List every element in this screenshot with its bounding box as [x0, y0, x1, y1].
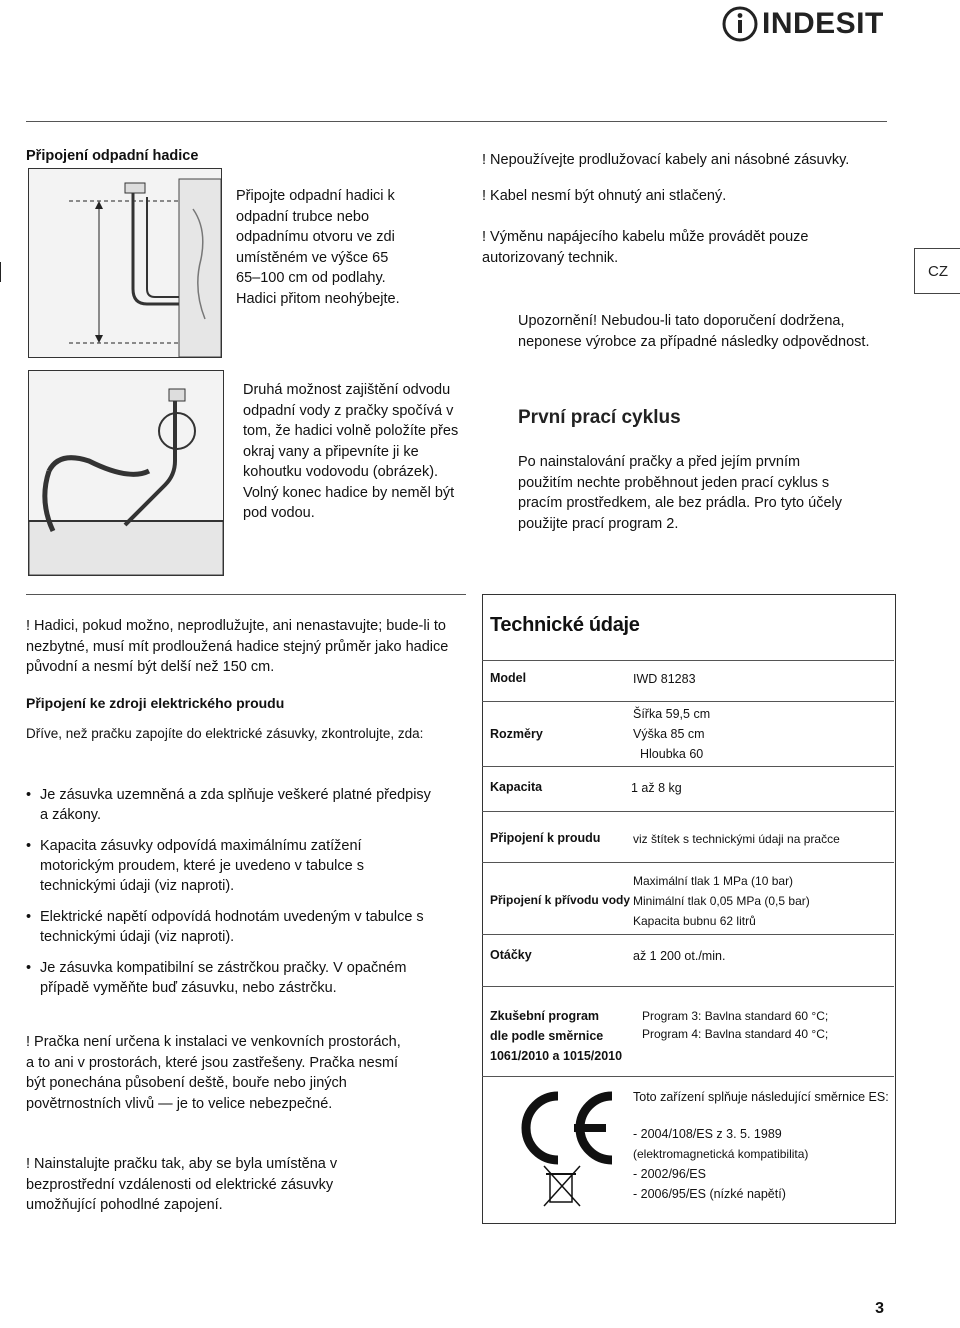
model-label: Model [490, 671, 527, 685]
spin-value: až 1 200 ot./min. [633, 949, 726, 963]
table-divider [482, 811, 894, 812]
table-divider [482, 934, 894, 935]
bathtub-instructions: Druhá možnost zajištění odvodu odpadní vody z pračky spočívá v tom, že hadici volně položíte přes okraj vany a připevníte ji ke kohoutku vodovodu (obrázek). Volný konec hadice by neměl být pod vodou. [243, 382, 459, 521]
max-pressure-value: Maximální tlak 1 MPa (10 bar) [633, 874, 794, 888]
margin-mark [0, 262, 1, 282]
list-item: • Kapacita zásuvky odpovídá maximálnímu zatížení motorickým proudem, které je uvedeno v tabulce s technickými údaji (viz naproti). [26, 836, 436, 896]
bathtub-hose-figure [28, 370, 224, 576]
table-divider [482, 862, 894, 863]
test-program-label: 1061/2010 a 1015/2010 [490, 1049, 623, 1063]
drain-hose-instructions: Připojte odpadní hadici k odpadní trubce nebo odpadnímu otvoru ve zdi umístěném ve výšce 65 65–100 cm od podlahy. Hadici přitom neohýbejte. [236, 188, 400, 307]
installation-note: ! Nainstalujte pračku tak, aby se byla umístěna v bezprostřední vzdálenosti od elektrické zásuvky umožňující pohodlné zapojení. [26, 1156, 338, 1213]
test-program-label: dle podle směrnice [490, 1029, 604, 1043]
capacity-label: Kapacita [490, 780, 543, 794]
drain-hose-figure [28, 168, 222, 358]
power-checklist [26, 785, 436, 1009]
test-program-value: Program 4: Bavlna standard 40 °C; [642, 1027, 829, 1041]
section-rule [26, 594, 466, 595]
width-value: Šířka 59,5 cm [633, 707, 711, 721]
directive-item: - 2004/108/ES z 3. 5. 1989 [633, 1127, 782, 1141]
header-rule [26, 121, 887, 122]
table-divider [482, 701, 894, 702]
technical-data-title: Technické údaje [490, 614, 640, 636]
power-label: Připojení k proudu [490, 831, 601, 845]
spin-label: Otáčky [490, 948, 532, 962]
table-divider [482, 986, 894, 987]
directive-note: (elektromagnetická kompatibilita) [633, 1147, 809, 1161]
language-tab [914, 248, 960, 294]
list-item: • Je zásuvka kompatibilní se zástrčkou pračky. V opačném případě vyměňte buď zásuvku, nebo zástrčku. [26, 958, 436, 998]
power-intro: Dříve, než pračku zapojíte do elektrické zásuvky, zkontrolujte, zda: [26, 726, 424, 741]
warning-cable-bent: ! Kabel nesmí být ohnutý ani stlačený. [482, 188, 727, 204]
table-divider [482, 1076, 894, 1077]
hose-extension-note: ! Hadici, pokud možno, neprodlužujte, ani nenastavujte; bude-li to nezbytné, musí mít prodloužená hadice stejný průměr jako hadice původní a nesmí být delší než 150 cm. [26, 618, 449, 675]
page-number: 3 [875, 1300, 884, 1317]
outdoor-warning: ! Pračka není určena k instalaci ve venkovních prostorách, a to ani v prostorách, které jsou zastřešeny. Pračka nesmí být ponechána působení deště, bouře nebo jiných povětrnostních vlivů — je to velice nebezpečné. [26, 1034, 401, 1112]
warning-cable-replacement: ! Výměnu napájecího kabelu může provádět pouze autorizovaný technik. [482, 229, 809, 266]
capacity-value: 1 až 8 kg [631, 781, 682, 795]
height-value: Výška 85 cm [633, 727, 705, 741]
ce-mark-icon [502, 1086, 622, 1210]
power-connection-heading: Připojení ke zdroji elektrického proudu [26, 695, 285, 711]
table-divider [482, 660, 894, 661]
brand-logo [722, 4, 892, 44]
model-value: IWD 81283 [633, 672, 696, 686]
weee-bin-icon [544, 1166, 580, 1206]
drain-hose-heading: Připojení odpadní hadice [26, 148, 199, 164]
first-cycle-text: Po nainstalování pračky a před jejím prvním použitím nechte proběhnout jeden prací cyklus s pracím prostředkem, ale bez prádla. Pro tyto účely použijte prací program 2. [518, 454, 842, 532]
language-tab-label: CZ [928, 262, 948, 280]
test-program-value: Program 3: Bavlna standard 60 °C; [642, 1009, 829, 1023]
min-pressure-value: Minimální tlak 0,05 MPa (0,5 bar) [633, 894, 810, 908]
first-cycle-heading: První prací cyklus [518, 407, 681, 428]
list-item: • Je zásuvka uzemněná a zda splňuje veškeré platné předpisy a zákony. [26, 785, 436, 825]
directive-item: - 2002/96/ES [633, 1167, 706, 1181]
water-label: Připojení k přívodu vody [490, 893, 631, 907]
brand-name: INDESIT [762, 7, 884, 40]
compliance-intro: Toto zařízení splňuje následující směrnice ES: [633, 1090, 889, 1104]
depth-value: Hloubka 60 [640, 747, 704, 761]
test-program-label: Zkušební program [490, 1009, 600, 1023]
power-value: viz štítek s technickými údaji na pračce [633, 832, 840, 846]
dimensions-label: Rozměry [490, 727, 543, 741]
directive-item: - 2006/95/ES (nízké napětí) [633, 1187, 786, 1201]
list-item: • Elektrické napětí odpovídá hodnotám uvedeným v tabulce s technickými údaji (viz naproti). [26, 907, 436, 947]
indesit-i-icon [722, 6, 758, 42]
liability-notice: Upozornění! Nebudou-li tato doporučení dodržena, neponese výrobce za případné následky odpovědnost. [518, 313, 870, 350]
table-divider [482, 766, 894, 767]
warning-extension-cables: ! Nepoužívejte prodlužovací kabely ani násobné zásuvky. [482, 152, 850, 168]
drum-capacity-value: Kapacita bubnu 62 litrů [633, 914, 756, 928]
